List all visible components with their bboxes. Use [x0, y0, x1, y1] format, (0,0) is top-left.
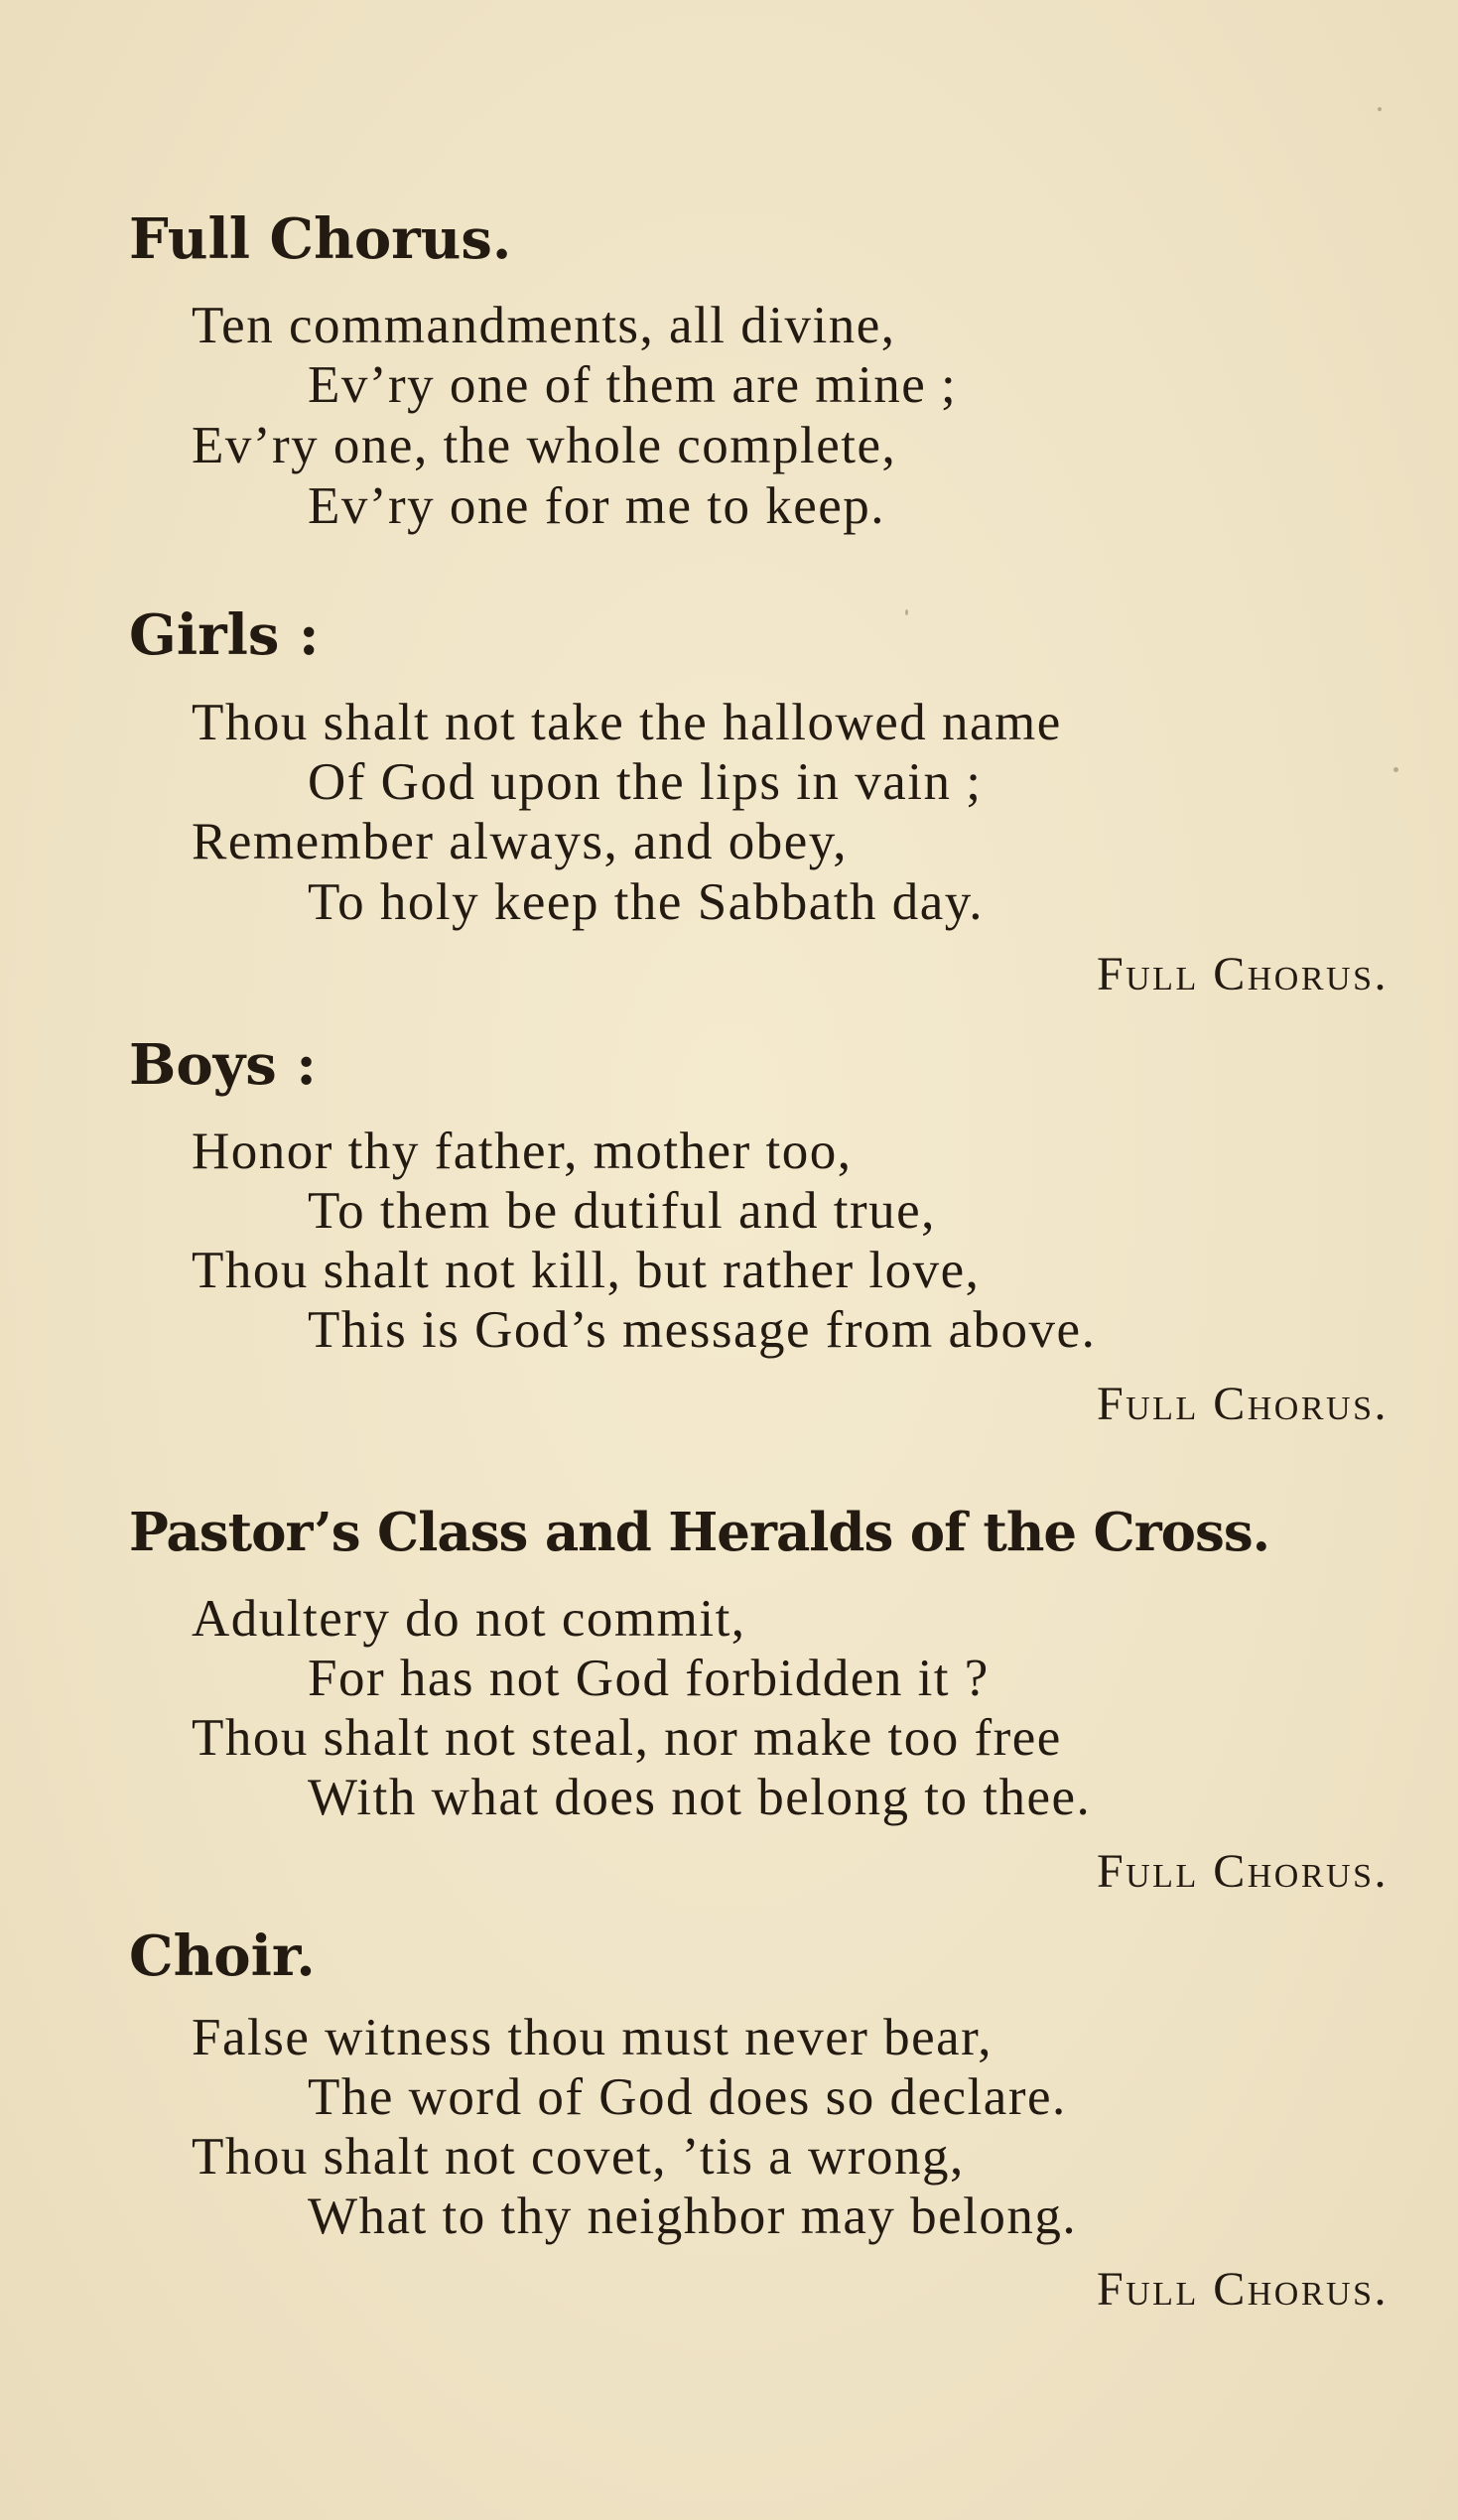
verse-line: For has not God forbidden it ? [308, 1650, 990, 1707]
verse-line: This is God’s message from above. [308, 1301, 1097, 1359]
verse-line: Ev’ry one of them are mine ; [308, 356, 958, 414]
verse-line: Ev’ry one for me to keep. [308, 477, 886, 535]
paper-speck [1378, 107, 1382, 111]
section-heading-pastors-class: Pastor’s Class and Heralds of the Cross. [129, 1502, 1270, 1563]
verse-line: What to thy neighbor may belong. [308, 2188, 1078, 2245]
verse-line: The word of God does so declare. [308, 2068, 1067, 2126]
verse-line: False witness thou must never bear, [192, 2009, 993, 2066]
verse-line: To them be dutiful and true, [308, 1182, 936, 1240]
verse-line: Thou shalt not take the hallowed name [192, 694, 1062, 751]
paper-speck [905, 609, 908, 615]
verse-line: To holy keep the Sabbath day. [308, 873, 985, 931]
refrain-full-chorus: Full Chorus. [1096, 948, 1389, 1000]
refrain-full-chorus: Full Chorus. [1096, 1845, 1389, 1898]
verse-line: With what does not belong to thee. [308, 1769, 1092, 1826]
verse-line: Thou shalt not kill, but rather love, [192, 1242, 981, 1299]
section-heading-girls: Girls : [129, 602, 320, 668]
verse-line: Remember always, and obey, [192, 813, 849, 870]
verse-line: Adultery do not commit, [192, 1590, 746, 1648]
verse-line: Of God upon the lips in vain ; [308, 753, 983, 811]
verse-line: Honor thy father, mother too, [192, 1123, 853, 1180]
verse-line: Ten commandments, all divine, [192, 297, 896, 354]
section-heading-full-chorus: Full Chorus. [129, 206, 512, 272]
section-heading-boys: Boys : [129, 1032, 317, 1098]
verse-line: Thou shalt not covet, ’tis a wrong, [192, 2128, 965, 2186]
refrain-full-chorus: Full Chorus. [1096, 1378, 1389, 1430]
refrain-full-chorus: Full Chorus. [1096, 2263, 1389, 2316]
verse-line: Thou shalt not steal, nor make too free [192, 1709, 1062, 1767]
paper-speck [1393, 767, 1398, 772]
section-heading-choir: Choir. [129, 1923, 316, 1989]
verse-line: Ev’ry one, the whole complete, [192, 417, 897, 474]
